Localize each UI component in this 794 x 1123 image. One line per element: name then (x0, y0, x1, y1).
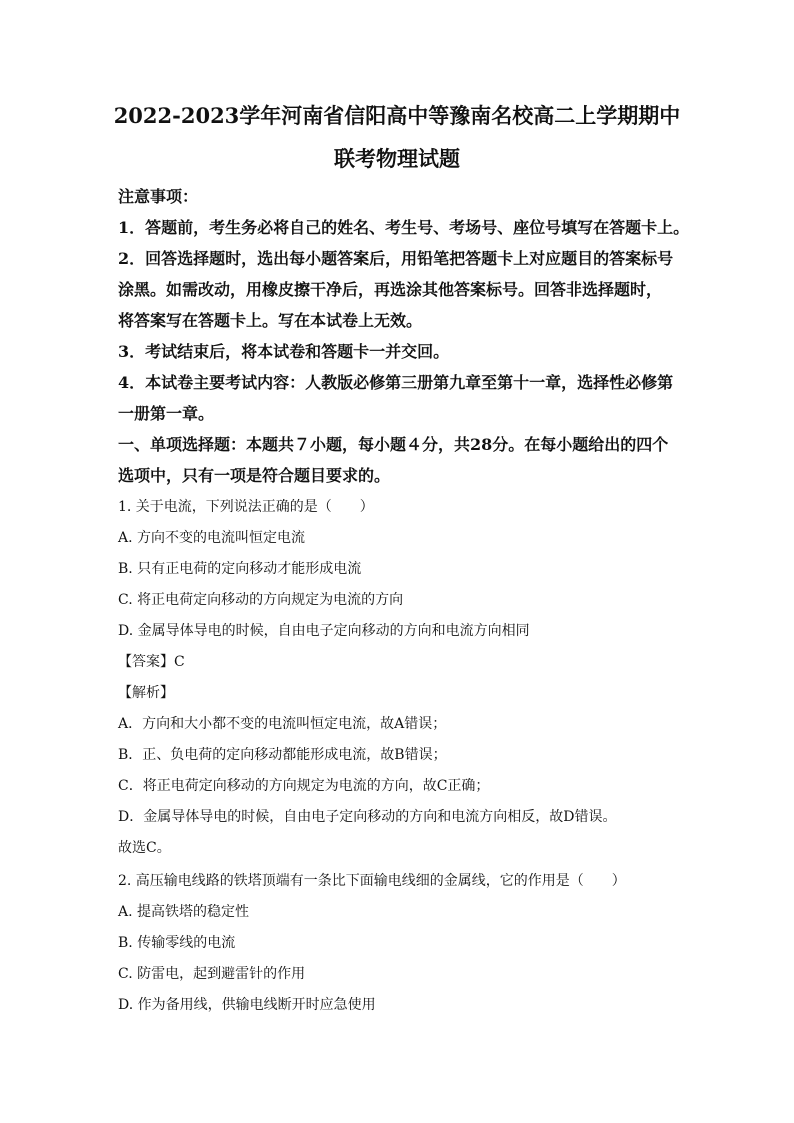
question-2-option-c: C. 防雷电，起到避雷针的作用 (118, 966, 306, 982)
question-1-conclusion: 故选C。 (118, 840, 171, 856)
question-1-analysis-b: B．正、负电荷的定向移动都能形成电流，故B错误； (118, 747, 447, 763)
question-1-option-d: D. 金属导体导电的时候，自由电子定向移动的方向和电流方向相同 (118, 623, 530, 639)
document-title-line2: 联考物理试题 (334, 146, 460, 171)
question-2-option-d: D. 作为备用线，供输电线断开时应急使用 (118, 997, 376, 1013)
question-2-stem: 2. 高压输电线路的铁塔顶端有一条比下面输电线细的金属线，它的作用是（ ） (118, 873, 626, 889)
notice-heading: 注意事项： (118, 187, 199, 206)
question-1-stem: 1. 关于电流，下列说法正确的是（ ） (118, 499, 374, 515)
notice-item-4-line2: 一册第一章。 (118, 404, 215, 423)
notice-item-2-line3: 将答案写在答题卡上。写在本试卷上无效。 (118, 311, 423, 330)
notice-item-2-line1: 2．回答选择题时，选出每小题答案后，用铅笔把答题卡上对应题目的答案标号 (118, 249, 674, 268)
document-title-line1: 2022-2023学年河南省信阳高中等豫南名校高二上学期期中 (113, 103, 681, 128)
section-heading-line2: 选项中，只有一项是符合题目要求的。 (118, 466, 391, 485)
question-2-option-b: B. 传输零线的电流 (118, 935, 236, 951)
question-1-analysis-heading: 【解析】 (118, 685, 174, 701)
notice-item-2-line2: 涂黑。如需改动，用橡皮擦干净后，再选涂其他答案标号。回答非选择题时， (118, 280, 663, 299)
section-heading-line1: 一、单项选择题：本题共７小题，每小题４分，共28分。在每小题给出的四个 (118, 435, 669, 454)
question-1-analysis-a: A．方向和大小都不变的电流叫恒定电流，故A错误； (118, 716, 447, 732)
notice-item-3: 3．考试结束后，将本试卷和答题卡一并交回。 (118, 342, 450, 361)
question-1-analysis-d: D．金属导体导电的时候，自由电子定向移动的方向和电流方向相反，故D错误。 (118, 809, 617, 825)
question-1-option-c: C. 将正电荷定向移动的方向规定为电流的方向 (118, 592, 404, 608)
notice-item-4-line1: 4．本试卷主要考试内容：人教版必修第三册第九章至第十一章，选择性必修第 (118, 373, 674, 392)
question-1-analysis-c: C．将正电荷定向移动的方向规定为电流的方向，故C正确； (118, 778, 490, 794)
question-2-option-a: A. 提高铁塔的稳定性 (118, 904, 250, 920)
question-1-option-a: A. 方向不变的电流叫恒定电流 (118, 530, 306, 546)
notice-item-1: 1．答题前，考生务必将自己的姓名、考生号、考场号、座位号填写在答题卡上。 (118, 218, 690, 237)
question-1-option-b: B. 只有正电荷的定向移动才能形成电流 (118, 561, 362, 577)
question-1-answer: 【答案】C (118, 654, 185, 670)
